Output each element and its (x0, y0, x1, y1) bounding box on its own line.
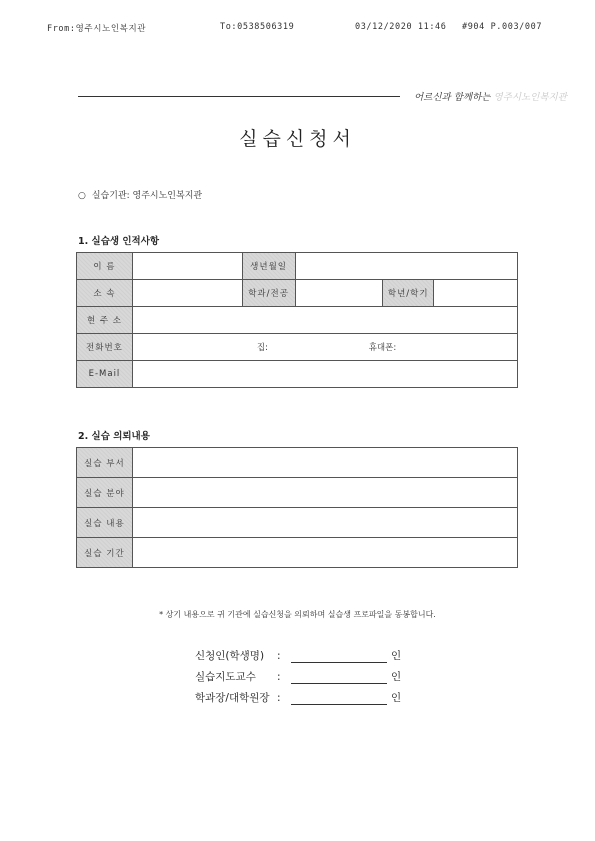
section1-heading: 1. 실습생 인적사항 (78, 236, 160, 247)
submission-note: * 상기 내용으로 귀 기관에 실습신청을 의뢰하며 실습생 프로파일을 동봉합니다. (159, 610, 436, 619)
table-row (77, 334, 518, 361)
affiliation-field[interactable] (132, 280, 242, 307)
period-label: 실습 기간 (77, 538, 133, 568)
table-row (77, 508, 518, 538)
mobile-phone-label: 휴대폰: (368, 343, 397, 353)
seal-mark: 인 (391, 650, 402, 662)
institution-text: 실습기관: 영주시노인복지관 (91, 191, 203, 201)
table-row (77, 448, 518, 478)
table-row (77, 478, 518, 508)
email-label: E-Mail (77, 361, 133, 388)
phone-label: 전화번호 (77, 334, 133, 361)
affiliation-label: 소 속 (77, 280, 133, 307)
content-label: 실습 내용 (77, 508, 133, 538)
seal-mark: 인 (391, 671, 402, 683)
document-title: 실습신청서 (239, 128, 356, 150)
section2-heading: 2. 실습 의뢰내용 (78, 431, 150, 442)
grade-field[interactable] (434, 280, 518, 307)
birth-field[interactable] (295, 253, 517, 280)
birth-label: 생년월일 (242, 253, 295, 280)
signature-applicant (195, 648, 401, 663)
address-field[interactable] (132, 307, 517, 334)
signature-colon: : (277, 671, 281, 683)
header-rule (78, 96, 400, 97)
slogan (414, 89, 567, 103)
table-row (77, 307, 518, 334)
fax-recipient: To:0538506319 (220, 22, 295, 32)
department-label: 실습 부서 (77, 448, 133, 478)
fax-datetime: 03/12/2020 11:46 (355, 22, 447, 32)
table-row (77, 280, 518, 307)
home-phone-label: 집: (256, 343, 268, 353)
content-field[interactable] (132, 508, 517, 538)
period-field[interactable] (132, 538, 517, 568)
dept-label: 학과/전공 (242, 280, 295, 307)
name-field[interactable] (132, 253, 242, 280)
fax-sender: From:영주시노인복지관 (47, 24, 147, 34)
personal-info-table (76, 252, 518, 388)
phone-field[interactable] (132, 334, 517, 361)
table-row (77, 253, 518, 280)
signature-label: 학과장/대학원장 (195, 692, 270, 704)
signature-line[interactable] (291, 650, 387, 663)
signature-professor (195, 669, 401, 684)
field-field[interactable] (132, 478, 517, 508)
signature-colon: : (277, 692, 281, 704)
signature-colon: : (277, 650, 281, 662)
signature-line[interactable] (291, 671, 387, 684)
email-field[interactable] (132, 361, 517, 388)
dept-field[interactable] (295, 280, 383, 307)
signature-dean (195, 690, 401, 705)
table-row (77, 538, 518, 568)
name-label: 이 름 (77, 253, 133, 280)
signature-label: 신청인(학생명) (195, 650, 265, 662)
signature-line[interactable] (291, 692, 387, 705)
fax-page-number: #904 P.003/007 (462, 22, 543, 32)
department-field[interactable] (132, 448, 517, 478)
grade-label: 학년/학기 (383, 280, 434, 307)
signature-label: 실습지도교수 (195, 671, 256, 683)
slogan-faded: 영주시노인복지관 (493, 92, 567, 103)
seal-mark: 인 (391, 692, 402, 704)
address-label: 현 주 소 (77, 307, 133, 334)
field-label: 실습 분야 (77, 478, 133, 508)
bullet-circle: ○ (78, 191, 86, 201)
slogan-main: 어르신과 함께하는 (414, 92, 491, 103)
institution-line (78, 188, 202, 201)
training-request-table (76, 447, 518, 568)
table-row (77, 361, 518, 388)
